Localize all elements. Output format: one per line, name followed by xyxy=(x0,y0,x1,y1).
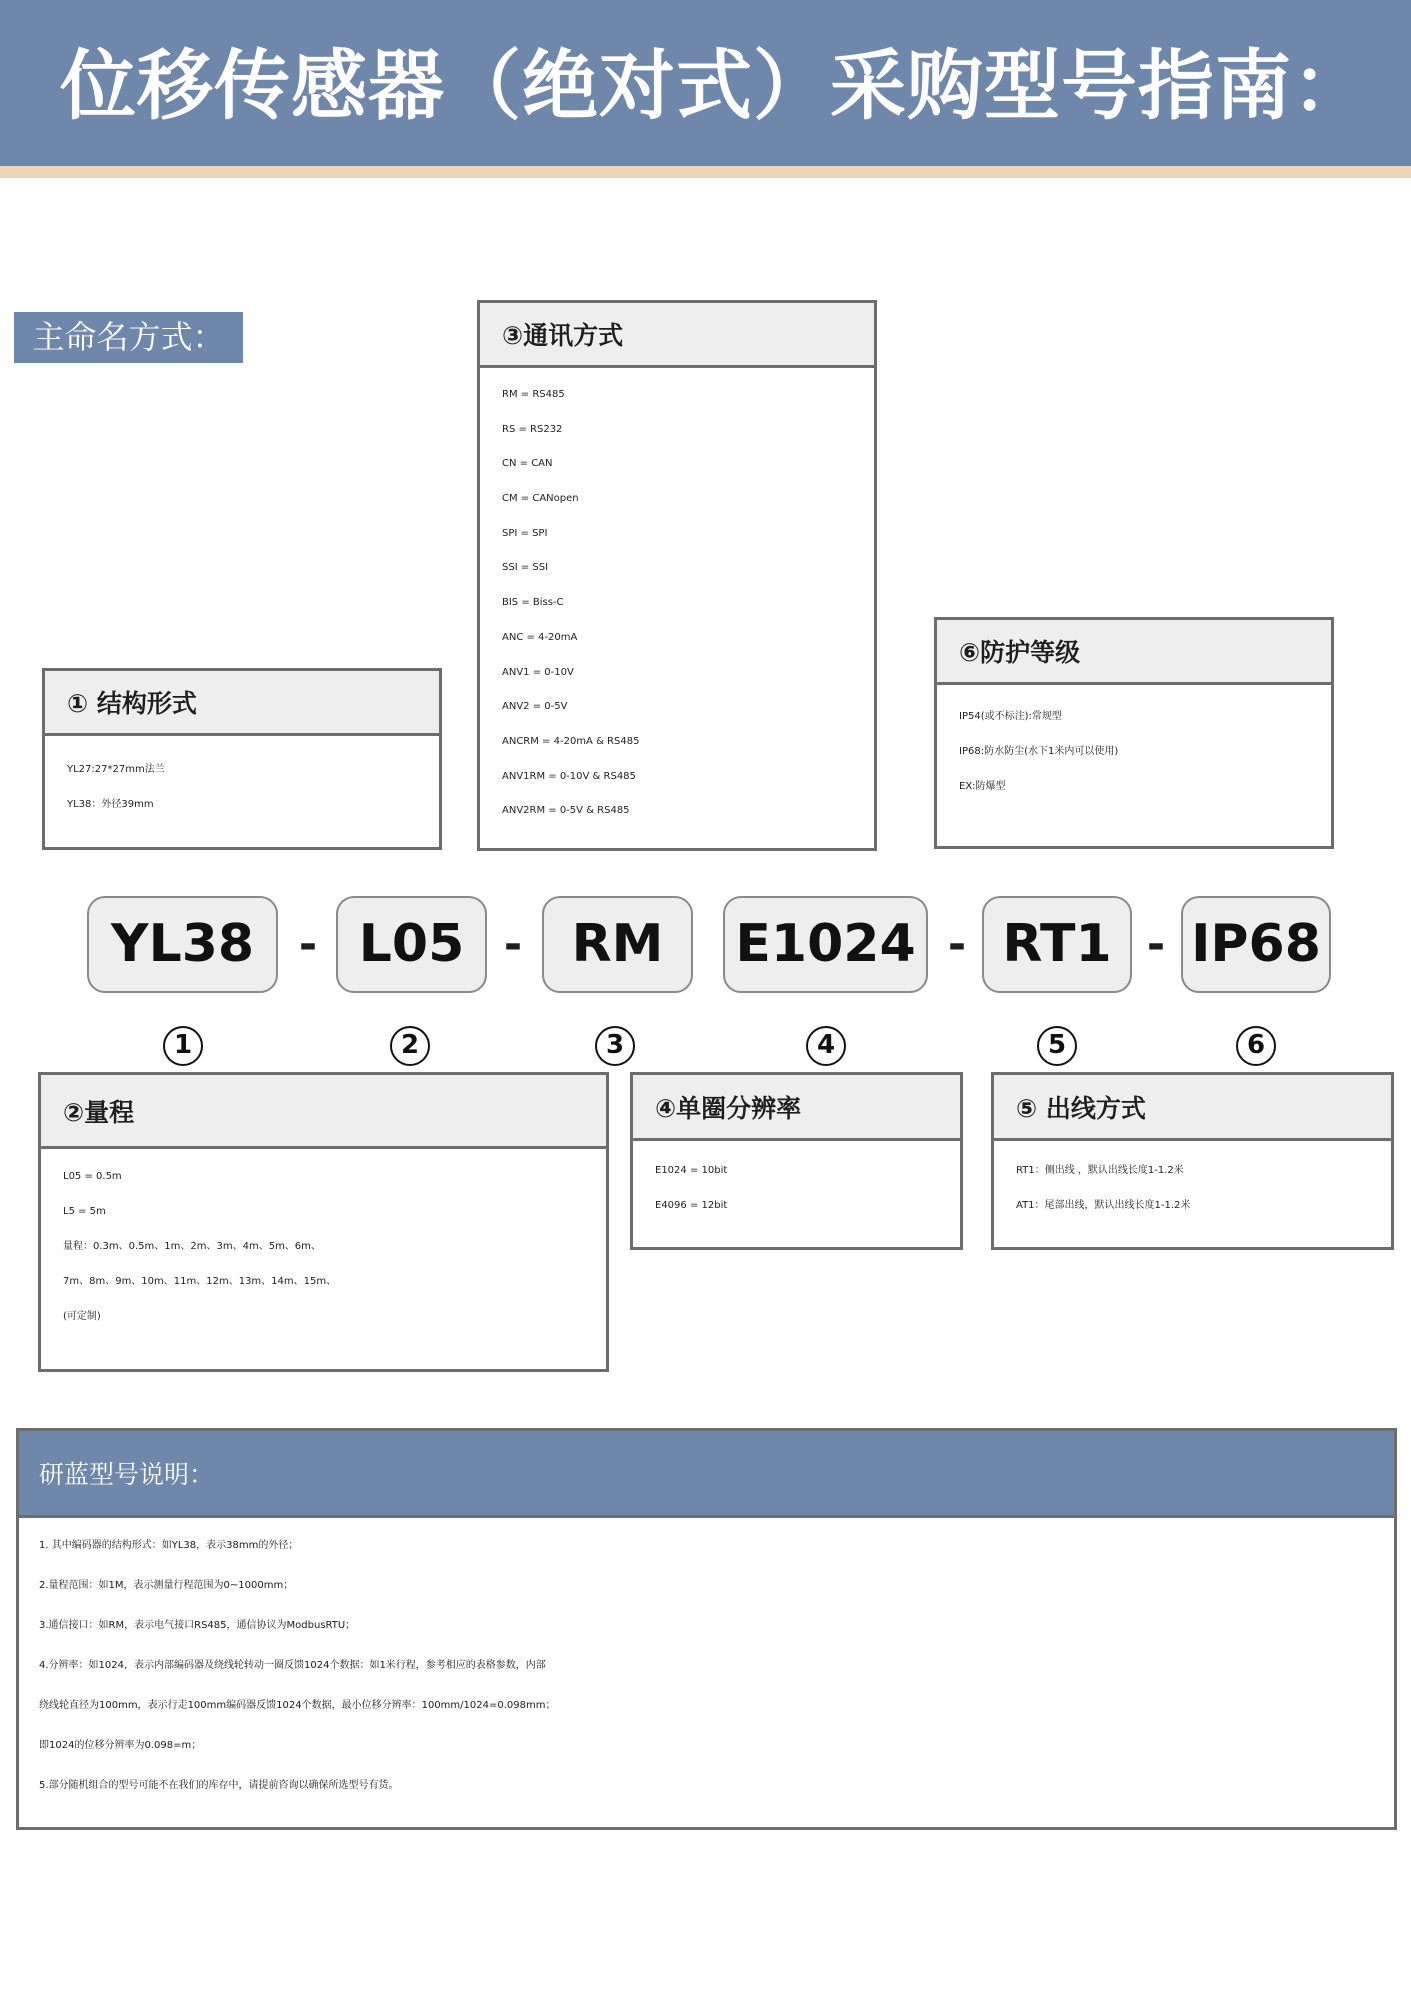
description-line: 1. 其中编码器的结构形式：如YL38，表示38mm的外径； xyxy=(39,1540,299,1551)
model-separator: - xyxy=(947,919,967,970)
list-item: 7m、8m、9m、10m、11m、12m、13m、14m、15m、 xyxy=(63,1276,337,1287)
structure-form-title: ① 结构形式 xyxy=(45,671,439,736)
protection-level-box xyxy=(934,617,1334,849)
communication-title: ③通讯方式 xyxy=(480,303,874,368)
protection-level-title: ⑥防护等级 xyxy=(937,620,1331,685)
circled-number-5: 5 xyxy=(1037,1026,1077,1066)
description-line: 绕线轮直径为100mm，表示行走100mm编码器反馈1024个数据，最小位移分辨率：100mm/1024=0.098mm； xyxy=(39,1700,556,1711)
model-part-range: L05 xyxy=(336,896,487,993)
communication-list xyxy=(480,368,874,829)
list-item: (可定制) xyxy=(63,1311,101,1322)
model-description-title: 研蓝型号说明： xyxy=(19,1431,1394,1518)
protection-level-list xyxy=(937,685,1331,804)
model-description-box xyxy=(16,1428,1397,1830)
list-item: EX:防爆型 xyxy=(959,781,1006,792)
naming-section-label: 主命名方式： xyxy=(14,312,243,363)
list-item: BIS = Biss-C xyxy=(502,597,564,609)
model-separator: - xyxy=(503,919,523,970)
list-item: ANV1RM = 0-10V & RS485 xyxy=(502,770,636,782)
range-title: ②量程 xyxy=(41,1075,606,1149)
list-item: ANCRM = 4-20mA & RS485 xyxy=(502,735,640,747)
banner-accent-stripe xyxy=(0,166,1411,178)
circled-number-4: 4 xyxy=(806,1026,846,1066)
list-item: CM = CANopen xyxy=(502,493,579,505)
list-item: SPI = SPI xyxy=(502,527,548,539)
description-line: 2.量程范围：如1M，表示测量行程范围为0~1000mm； xyxy=(39,1580,294,1591)
list-item: IP54(或不标注):常规型 xyxy=(959,711,1062,722)
list-item: CN = CAN xyxy=(502,458,553,470)
list-item: SSI = SSI xyxy=(502,562,549,574)
list-item: YL38：外径39mm xyxy=(67,799,154,810)
model-separator: - xyxy=(1146,919,1166,970)
list-item: ANV1 = 0-10V xyxy=(502,666,574,678)
list-item: RT1：侧出线 ，默认出线长度1-1.2米 xyxy=(1016,1165,1184,1176)
circled-number-2: 2 xyxy=(390,1026,430,1066)
list-item: ANV2RM = 0-5V & RS485 xyxy=(502,805,630,817)
resolution-list xyxy=(633,1141,960,1223)
structure-form-list xyxy=(45,736,439,822)
list-item: RS = RS232 xyxy=(502,423,563,435)
communication-box xyxy=(477,300,877,851)
list-item: L05 = 0.5m xyxy=(63,1171,122,1182)
list-item: ANV2 = 0-5V xyxy=(502,701,568,713)
list-item: AT1：尾部出线，默认出线长度1-1.2米 xyxy=(1016,1200,1191,1211)
resolution-box xyxy=(630,1072,963,1250)
range-list xyxy=(41,1149,606,1334)
description-line: 4.分辨率：如1024，表示内部编码器及绕线轮转动一圈反馈1024个数据：如1米行程，参考相应的表格参数，内部 xyxy=(39,1660,546,1671)
circled-number-1: 1 xyxy=(163,1026,203,1066)
structure-form-box xyxy=(42,668,442,850)
model-part-resolution: E1024 xyxy=(723,896,928,993)
list-item: IP68:防水防尘(水下1米内可以使用) xyxy=(959,746,1119,757)
list-item: E4096 = 12bit xyxy=(655,1200,728,1211)
model-part-structure: YL38 xyxy=(87,896,278,993)
list-item: E1024 = 10bit xyxy=(655,1165,728,1176)
model-part-protection: IP68 xyxy=(1181,896,1331,993)
circled-number-6: 6 xyxy=(1236,1026,1276,1066)
range-box xyxy=(38,1072,609,1372)
model-separator: - xyxy=(298,919,318,970)
description-line: 即1024的位移分辨率为0.098=m； xyxy=(39,1740,202,1751)
page-title: 位移传感器（绝对式）采购型号指南： xyxy=(60,41,1369,130)
list-item: L5 = 5m xyxy=(63,1206,106,1217)
list-item: YL27:27*27mm法兰 xyxy=(67,764,165,775)
outlet-list xyxy=(994,1141,1391,1223)
model-part-communication: RM xyxy=(542,896,693,993)
model-part-outlet: RT1 xyxy=(982,896,1132,993)
outlet-title: ⑤ 出线方式 xyxy=(994,1075,1391,1141)
outlet-box xyxy=(991,1072,1394,1250)
list-item: 量程：0.3m、0.5m、1m、2m、3m、4m、5m、6m、 xyxy=(63,1241,321,1252)
circled-number-3: 3 xyxy=(595,1026,635,1066)
description-line: 3.通信接口：如RM，表示电气接口RS485，通信协议为ModbusRTU； xyxy=(39,1620,356,1631)
list-item: RM = RS485 xyxy=(502,389,565,400)
resolution-title: ④单圈分辨率 xyxy=(633,1075,960,1141)
list-item: ANC = 4-20mA xyxy=(502,631,578,643)
description-line: 5.部分随机组合的型号可能不在我们的库存中，请提前咨询以确保所选型号有货。 xyxy=(39,1780,399,1791)
model-description-lines xyxy=(19,1518,1394,1806)
title-banner xyxy=(0,0,1411,166)
